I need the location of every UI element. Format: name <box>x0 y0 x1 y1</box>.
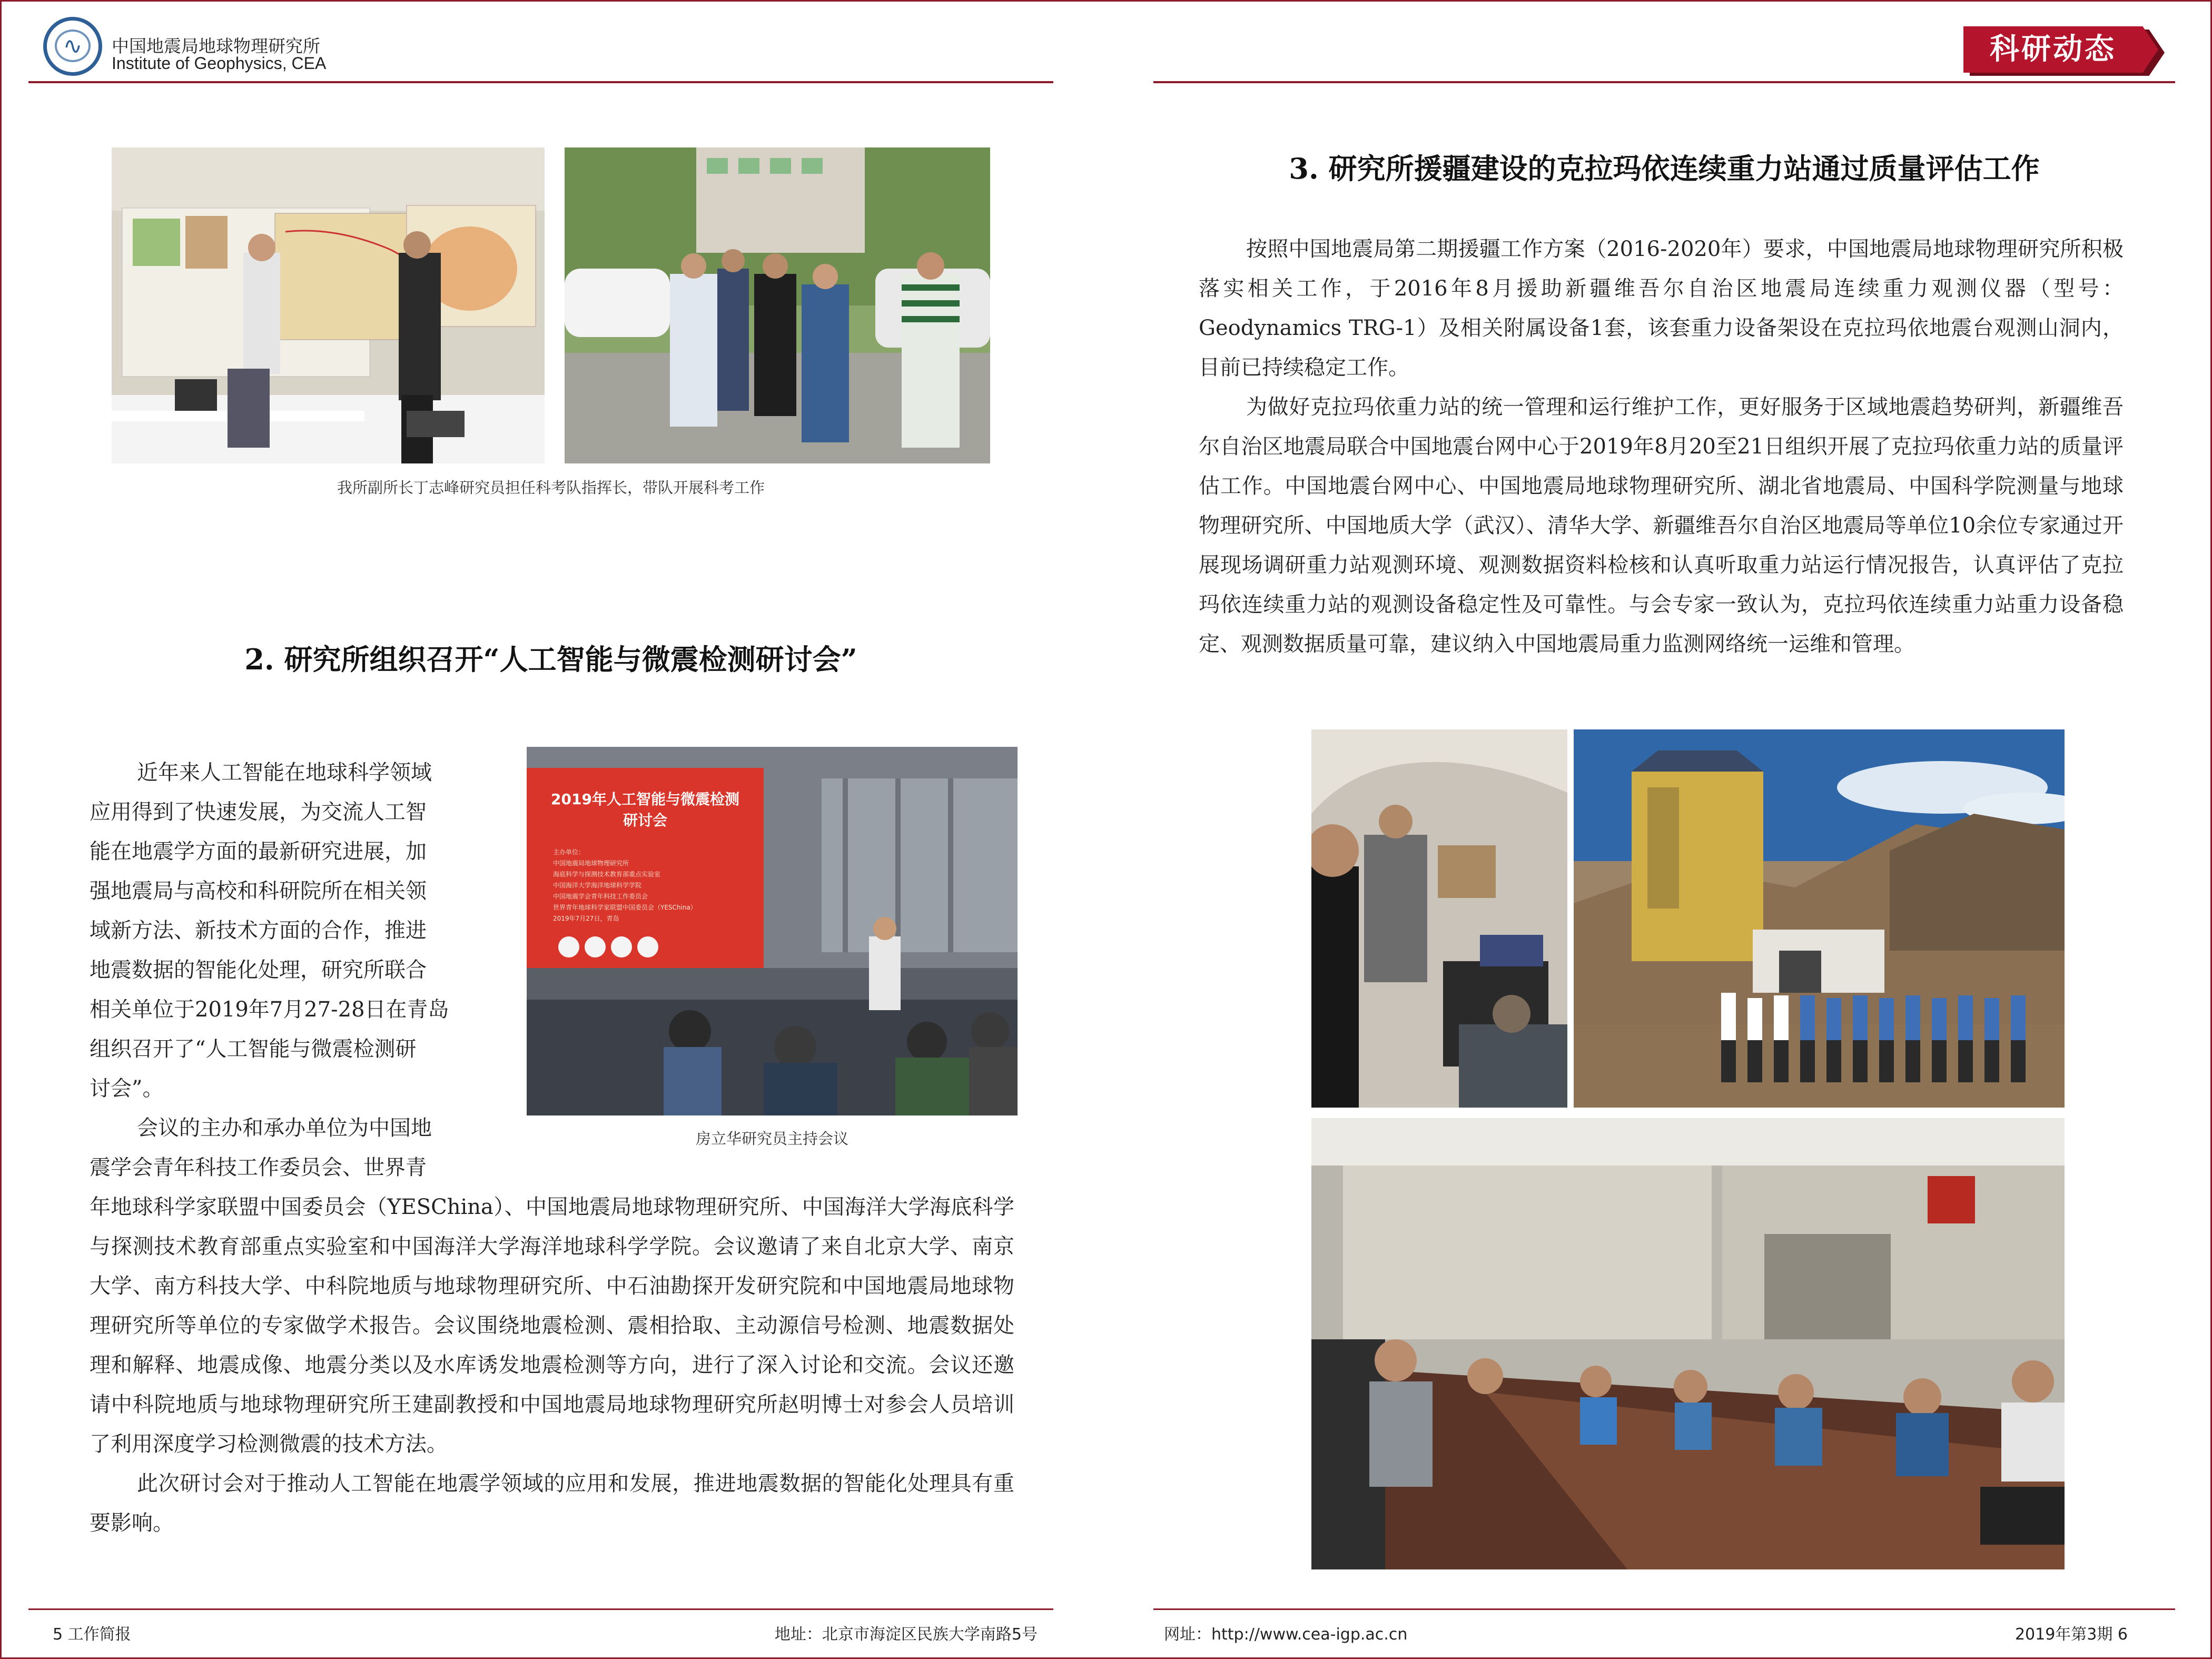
header-rule-left <box>28 81 1053 83</box>
section2-paragraph: 年地球科学家联盟中国委员会（YESChina）、中国地震局地球物理研究所、中国海洋大学海底科学与探测技术教育部重点实验室和中国海洋大学海洋地球科学学院。会议邀请了来自北京大学、南京大学、南方科技大学、中科院地质与地球物理研究所、中石油勘探开发研究院和中国地震局地球物理研究所等单位的专家做学术报告。会议围绕地震检测、震相拾取、主动源信号检测、地震数据处理和解释、地震成像、地震分类以及水库诱发地震检测等方向，进行了深入讨论和交流。会议还邀请中科院地质与地球物理研究所王建副教授和中国地震局地球物理研究所赵明博士对参会人员培训了利用深度学习检测微震的技术方法。 <box>90 1195 1014 1456</box>
footer-issue: 2019年第3期 6 <box>2014 1625 2128 1644</box>
section2-heading: 2. 研究所组织召开“人工智能与微震检测研讨会” <box>244 643 857 676</box>
photo-field-team <box>565 147 990 463</box>
text-line: 近年来人工智能在地球科学领域 <box>137 761 432 785</box>
photo-gravity-cave <box>1311 729 1567 1108</box>
footer-rule-right <box>1153 1608 2175 1610</box>
text-line: 强地震局与高校和科研院所在相关领 <box>90 879 427 903</box>
footer-website[interactable]: 网址：http://www.cea-igp.ac.cn <box>1164 1625 1408 1644</box>
photo-caption-field: 我所副所长丁志峰研究员担任科考队指挥长，带队开展科考工作 <box>337 479 765 497</box>
section3-paragraph: 按照中国地震局第二期援疆工作方案（2016-2020年）要求，中国地震局地球物理研究所积极落实相关工作，于2016年8月援助新疆维吾尔自治区地震局连续重力观测仪器（型号：Geodynamics TRG-1）及相关附属设备1套，该套重力设备架设在克拉玛依地震台观测山洞内，目前已持续稳定工作。 <box>1199 237 2124 380</box>
section-tag-label: 科研动态 <box>1990 32 2116 66</box>
section2-paragraph: 此次研讨会对于推动人工智能在地震学领域的应用和发展，推进地震数据的智能化处理具有重要影响。 <box>90 1472 1014 1535</box>
text-line: 震学会青年科技工作委员会、世界青 <box>90 1156 427 1180</box>
slide-organizer-line: 中国地震局地球物理研究所 <box>553 860 629 867</box>
slide-organizer-line: 中国地震学会青年科技工作委员会 <box>553 893 648 900</box>
footer-address: 地址：北京市海淀区民族大学南路5号 <box>774 1625 1038 1644</box>
slide-organizer-line: 世界青年地球科学家联盟中国委员会（YESChina） <box>553 904 697 911</box>
photo-map-briefing <box>112 147 545 463</box>
footer-page-label-left: 5 工作简报 <box>53 1625 131 1644</box>
slide-date: 2019年7月27日，青岛 <box>553 915 619 922</box>
section3-paragraph: 为做好克拉玛依重力站的统一管理和运行维护工作，更好服务于区域地震趋势研判，新疆维吾尔自治区地震局联合中国地震台网中心于2019年8月20至21日组织开展了克拉玛依重力站的质量评估工作。中国地震台网中心、中国地震局地球物理研究所、湖北省地震局、中国科学院测量与地球物理研究所、中国地质大学（武汉）、清华大学、新疆维吾尔自治区地震局等单位10余位专家通过开展现场调研重力站观测环境、观测数据资料检核和认真听取重力站运行情况报告，认真评估了克拉玛依连续重力站的观测设备稳定性及可靠性。与会专家一致认为，克拉玛依连续重力站重力设备稳定、观测数据质量可靠，建议纳入中国地震局重力监测网络统一运维和管理。 <box>1199 395 2124 656</box>
header-rule-right <box>1153 81 2175 83</box>
logo-seismograph-icon: ∿ <box>63 33 83 60</box>
text-line: 相关单位于2019年7月27-28日在青岛 <box>90 998 449 1022</box>
section3-heading: 3. 研究所援疆建设的克拉玛依连续重力站通过质量评估工作 <box>1289 152 2040 185</box>
footer-rule-left <box>28 1608 1053 1610</box>
slide-title-line2: 研讨会 <box>623 812 667 829</box>
institute-name-cn: 中国地震局地球物理研究所 <box>112 36 320 56</box>
photo-conference-host <box>527 747 1018 1115</box>
text-line: 能在地震学方面的最新研究进展，加 <box>90 840 427 864</box>
slide-title-line1: 2019年人工智能与微震检测 <box>551 791 739 808</box>
slide-organizers <box>553 847 758 924</box>
section2-narrow-text <box>90 753 490 1188</box>
text-line: 地震数据的智能化处理，研究所联合 <box>90 958 427 982</box>
section2-wide-text <box>90 1188 1014 1543</box>
text-line: 讨会”。 <box>90 1077 164 1101</box>
section3-text <box>1199 230 2124 664</box>
photo-gravity-station <box>1574 729 2065 1108</box>
slide-organizer-line: 主办单位： <box>553 848 585 856</box>
slide-organizer-line: 海底科学与探测技术教育部重点实验室 <box>553 871 661 878</box>
text-line: 应用得到了快速发展，为交流人工智 <box>90 800 427 824</box>
slide-organizer-line: 中国海洋大学海洋地球科学学院 <box>553 882 642 889</box>
slide-title <box>532 789 758 831</box>
text-line: 组织召开了“人工智能与微震检测研 <box>90 1037 417 1061</box>
text-line: 会议的主办和承办单位为中国地 <box>137 1116 432 1140</box>
photo-evaluation-meeting <box>1311 1118 2065 1569</box>
text-line: 域新方法、新技术方面的合作，推进 <box>90 919 427 943</box>
institute-name-en: Institute of Geophysics, CEA <box>112 54 327 73</box>
photo-caption-conference: 房立华研究员主持会议 <box>695 1130 848 1148</box>
